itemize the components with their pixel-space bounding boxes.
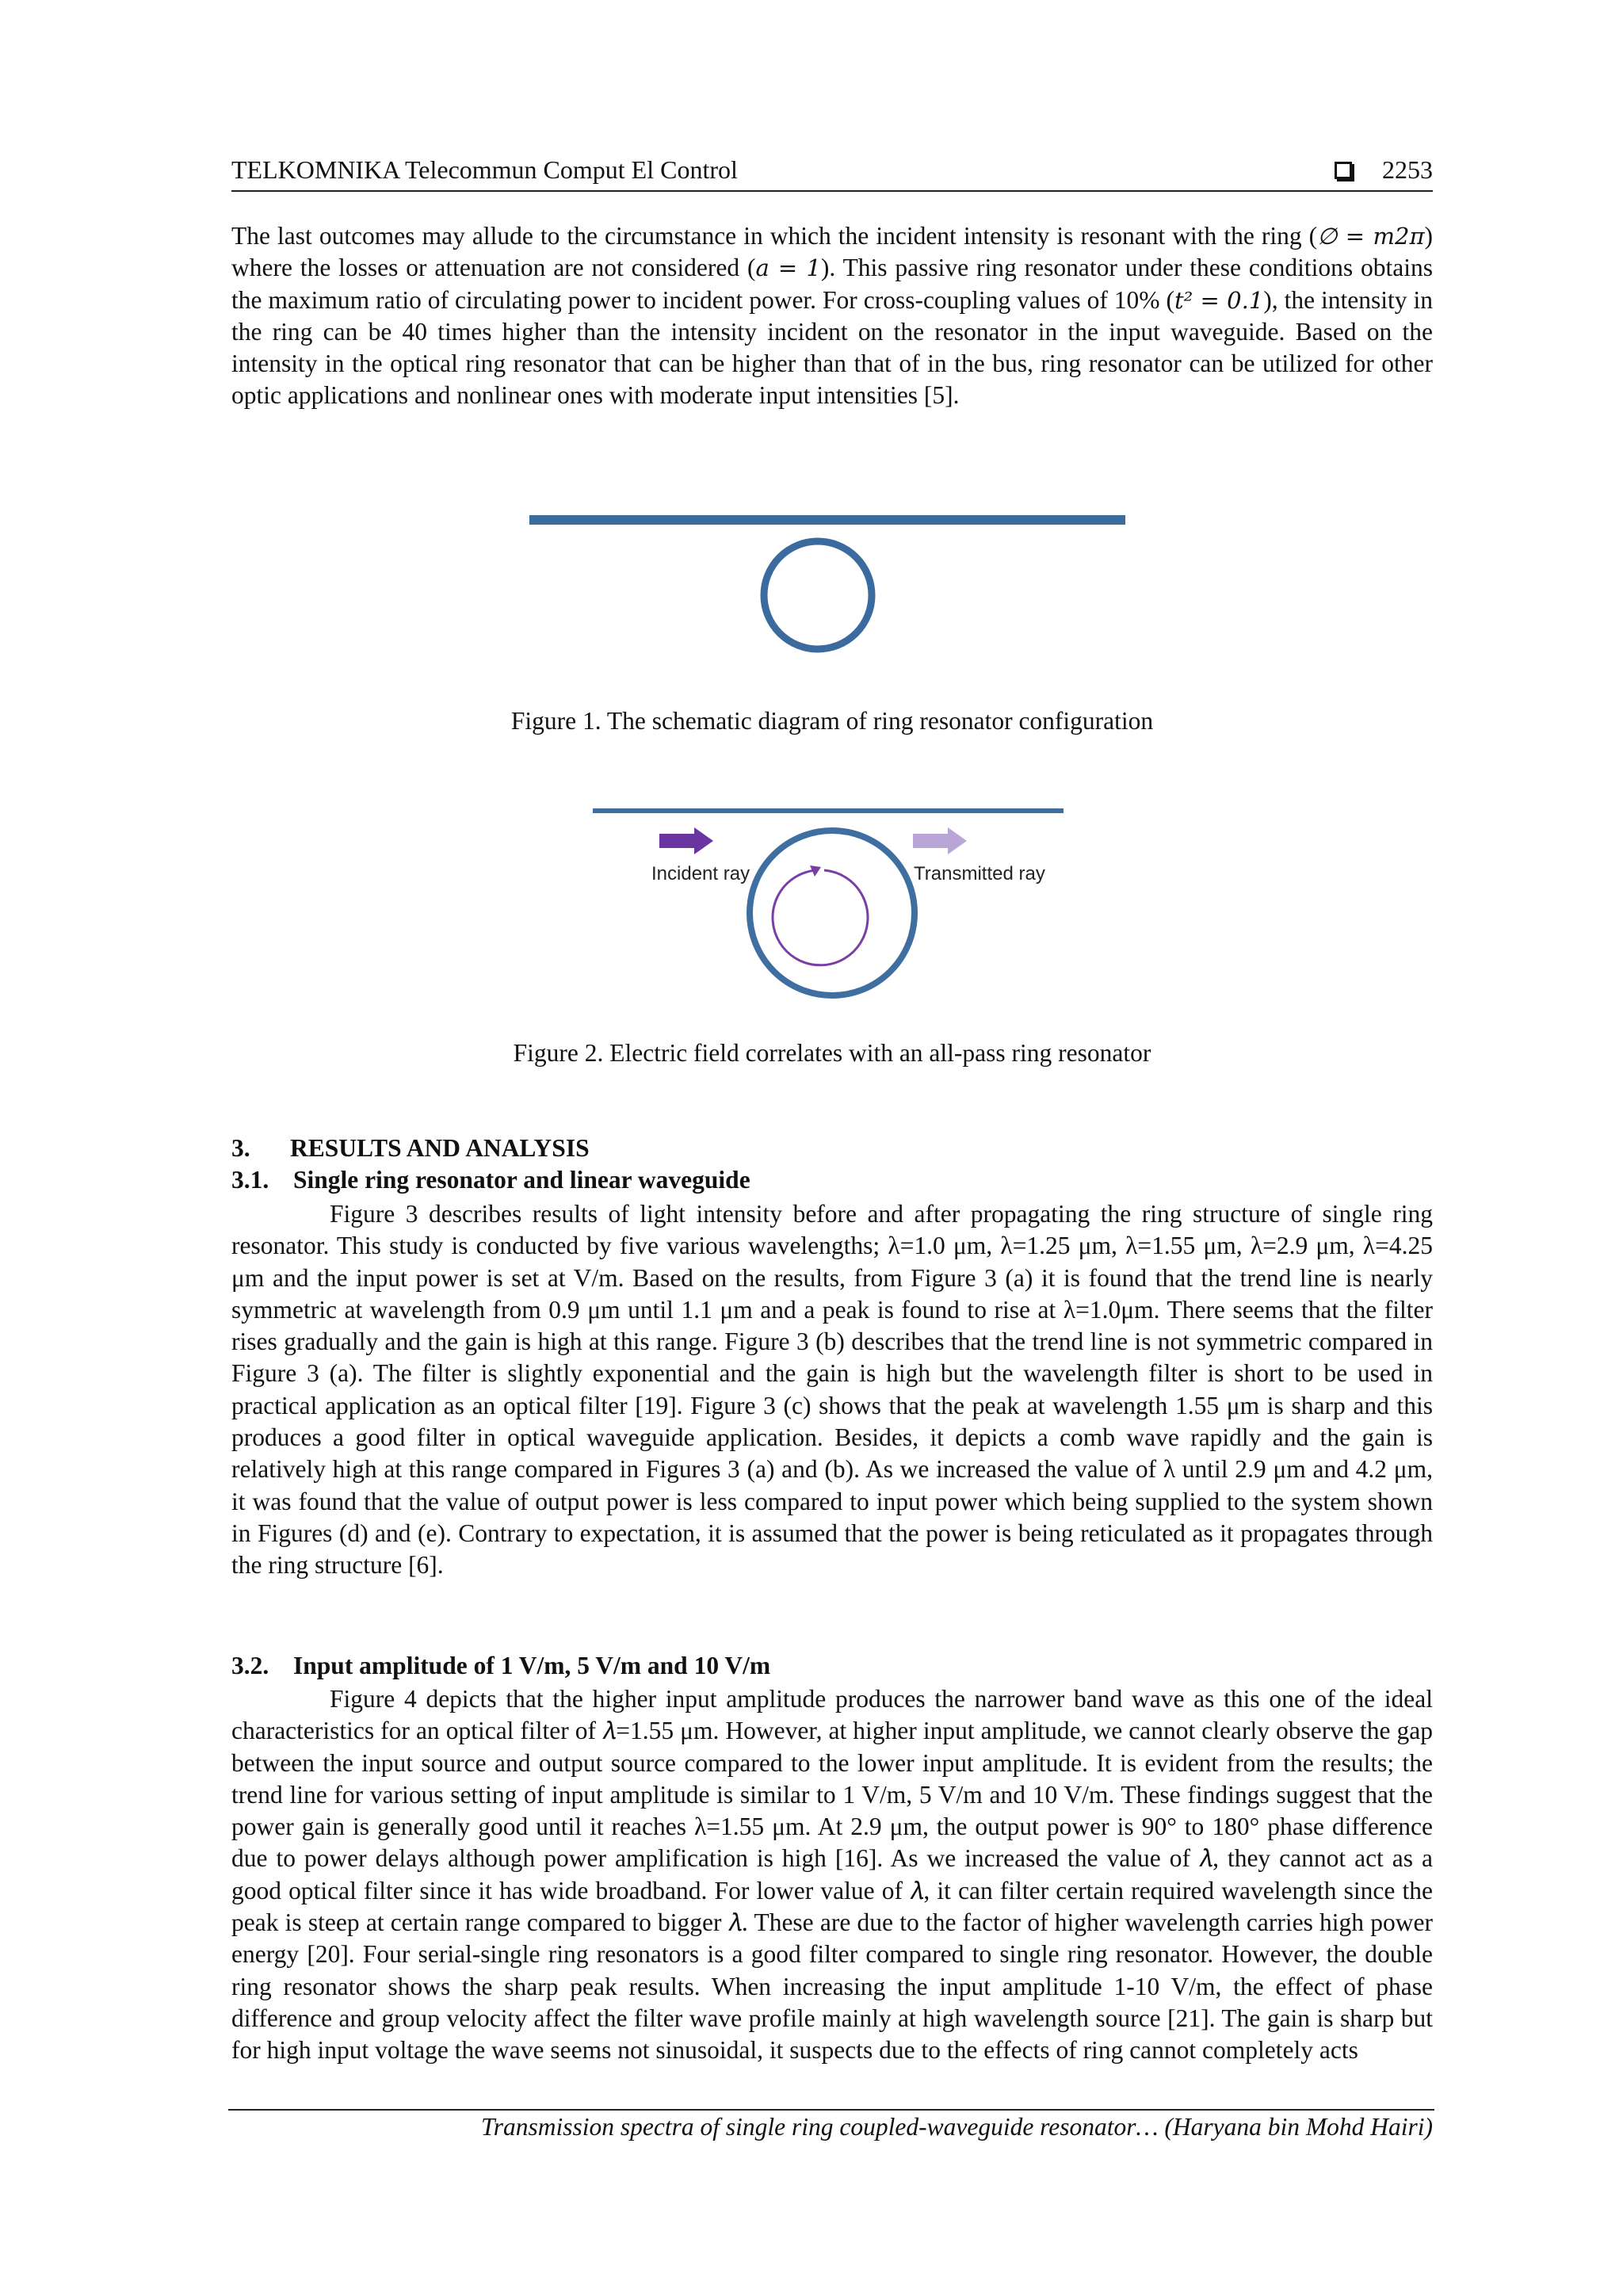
bus-waveguide (529, 515, 1125, 525)
page-number: 2253 (1382, 155, 1433, 184)
footer-rule (228, 2109, 1434, 2111)
ring-resonator (750, 831, 915, 995)
running-footer: Transmission spectra of single ring coupled-waveguide resonator… (Haryana bin Mohd Hairi) (480, 2113, 1433, 2141)
transmitted-arrow-icon (913, 827, 967, 854)
section-3-heading: 3. RESULTS AND ANALYSIS (231, 1134, 590, 1162)
circulating-field (773, 870, 868, 965)
figure2-caption: Figure 2. Electric field correlates with an all-pass ring resonator (513, 1039, 1151, 1067)
section-3-1-heading: 3.1. Single ring resonator and linear waveguide (231, 1166, 750, 1194)
bus-waveguide (593, 808, 1064, 813)
incident-ray-label: Incident ray (651, 863, 750, 884)
math-attenuation: a = 1 (755, 254, 821, 282)
journal-title: TELKOMNIKA Telecommun Comput El Control (231, 155, 738, 184)
square-bullet-icon (1335, 162, 1352, 179)
incident-arrow-icon (659, 827, 713, 854)
section-3-2-paragraph: Figure 4 depicts that the higher input amplitude produces the narrower band wave as this one of the ideal characteristics for an optical filter of 𝜆=1.55 μm. However, at higher input amplitude, we cannot clearly observe the gap between the input source and output source compared to the lower input amplitude. It is evident from the results; the trend line for various setting of input amplitude is similar to 1 V/m, 5 V/m and 10 V/m. These findings suggest that the power gain is generally good until it reaches λ=1.55 μm. At 2.9 μm, the output power is 90° to 180° phase difference due to power delays although power amplification is high [16]. As we increased the value of 𝜆, they cannot act as a good optical filter since it has wide broadband. For lower value of 𝜆, it can filter certain required wavelength since the peak is steep at certain range compared to bigger 𝜆. These are due to the factor of higher wavelength carries high power energy [20]. Four serial-single ring resonators is a good filter compared to single ring resonator. However, the double ring resonator shows the sharp peak results. When increasing the input amplitude 1-10 V/m, the effect of phase difference and group velocity affect the filter wave profile mainly at high wavelength source [21]. The gain is sharp but for high input voltage the wave seems not sinusoidal, it suspects due to the effects of ring cannot completely acts (231, 1685, 1434, 2065)
figure2-diagram (586, 800, 1078, 1014)
running-header (231, 154, 1433, 192)
section-3-2-heading: 3.2. Input amplitude of 1 V/m, 5 V/m and 10 V/m (231, 1652, 771, 1679)
figure1-caption: Figure 1. The schematic diagram of ring resonator configuration (510, 707, 1154, 735)
intro-paragraph: The last outcomes may allude to the circumstance in which the incident intensity is resonant with the ring (∅ = m2π) where the losses or attenuation are not considered (a = 1). This passive ring resonator under these conditions obtains the maximum ratio of circulating power to incident power. For cross-coupling values of 10% (t² = 0.1), the intensity in the ring can be 40 times higher than the intensity incident on the resonator in the input waveguide. Based on the intensity in the optical ring resonator that can be higher than that of in the bus, ring resonator can be utilized for other optic applications and nonlinear ones with moderate input intensities [5]. (231, 222, 1434, 410)
math-resonance: ∅ = m2π (1317, 223, 1425, 250)
header-right (1335, 155, 1433, 185)
section-3-1-paragraph: Figure 3 describes results of light intensity before and after propagating the ring structure of single ring resonator. This study is conducted by five various wavelengths; λ=1.0 μm, λ=1.25 μm, λ=1.55 μm, λ=2.9 μm, λ=4.25 μm and the input power is set at V/m. Based on the results, from Figure 3 (a) it is found that the trend line is nearly symmetric at wavelength from 0.9 μm until 1.1 μm and a peak is found to rise at λ=1.0μm. There seems that the filter rises gradually and the gain is high at this range. Figure 3 (b) describes that the trend line is not symmetric compared in Figure 3 (a). The filter is slightly exponential and the gain is high but the wavelength filter is short to be used in practical application as an optical filter [19]. Figure 3 (c) shows that the peak at wavelength 1.55 μm is sharp and this produces a good filter in optical waveguide application. Besides, it depicts a comb wave rapidly and the gain is relatively high at this range compared in Figures 3 (a) and (b). As we increased the value of λ until 2.9 μm and 4.2 μm, it was found that the value of output power is less compared to input power which being supplied to the system shown in Figures (d) and (e). Contrary to expectation, it is assumed that the power is being reticulated as it propagates through the ring structure [6]. (231, 1200, 1434, 1580)
figure1-diagram (523, 507, 1125, 666)
math-cross-coupling: t² = 0.1 (1174, 286, 1264, 314)
ring-resonator (764, 541, 872, 649)
transmitted-ray-label: Transmitted ray (914, 863, 1045, 884)
